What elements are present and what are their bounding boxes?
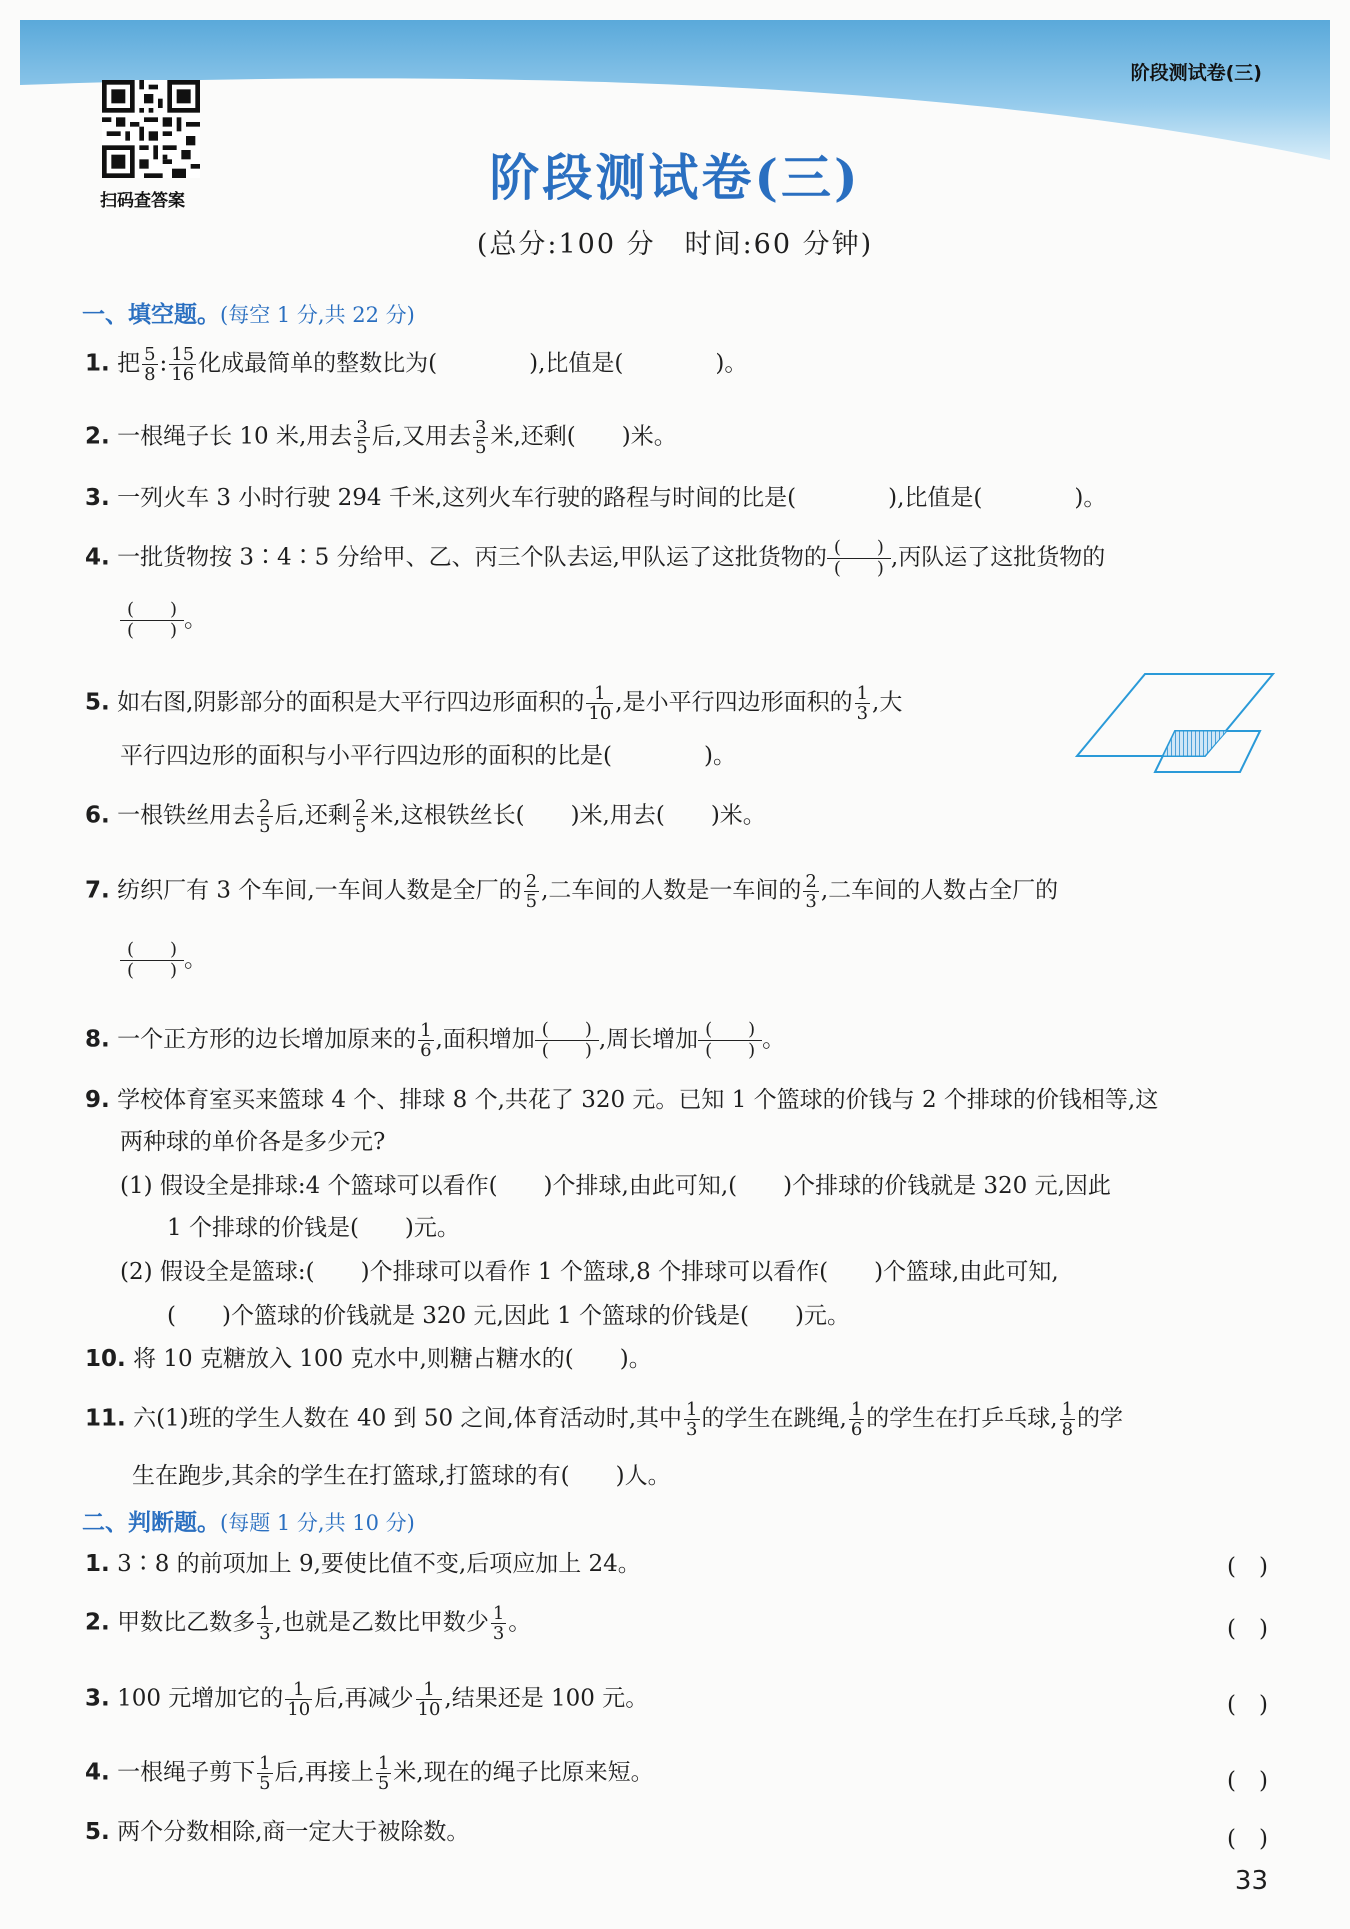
judgement-4 <box>85 1754 654 1793</box>
question-text: 后,再减少 <box>314 1685 414 1712</box>
numerator: 1 <box>686 1399 698 1420</box>
question-text: 的学生在跳绳, <box>701 1405 847 1432</box>
question-text: 100 元增加它的 <box>117 1685 284 1712</box>
numerator: 2 <box>259 796 271 817</box>
question-text: 后,再接上 <box>274 1759 374 1786</box>
numerator: 1 <box>259 1753 271 1774</box>
numerator-blank[interactable]: ( ) <box>535 1020 599 1041</box>
fraction <box>586 684 613 723</box>
question-6 <box>85 797 766 836</box>
question-text: 化成最简单的整数比为( ),比值是( )。 <box>198 350 748 377</box>
header-label: 阶段测试卷(三) <box>1130 62 1262 84</box>
numerator: 2 <box>354 796 367 817</box>
section-title-fill-in <box>82 296 415 329</box>
denominator: 8 <box>144 364 156 385</box>
question-text: ,二车间的人数占全厂的 <box>820 877 1059 904</box>
numerator: 1 <box>259 1603 271 1624</box>
denominator-blank[interactable]: ( ) <box>126 960 178 981</box>
question-text: ,丙队运了这批货物的 <box>890 544 1106 571</box>
question-3 <box>85 482 1106 514</box>
page-title: 阶段测试卷(三) <box>489 148 861 207</box>
denominator-blank[interactable]: ( ) <box>833 558 884 579</box>
question-11 <box>85 1400 1123 1439</box>
question-number: 7. <box>85 877 110 904</box>
section-title: 一、填空题。 <box>82 302 220 328</box>
numerator: 1 <box>850 1399 863 1420</box>
question-text: 后,还剩 <box>274 802 351 829</box>
fraction <box>354 418 369 457</box>
question-9-sub2-cont: ( )个篮球的价钱就是 320 元,因此 1 个篮球的价钱是( )元。 <box>167 1303 850 1329</box>
fraction-blank[interactable] <box>827 538 891 579</box>
question-text: ,也就是乙数比甲数少 <box>274 1609 489 1636</box>
numerator: 1 <box>285 1680 312 1700</box>
fraction <box>257 1754 272 1793</box>
question-text: 米,这根铁丝长( )米,用去( )米。 <box>370 802 766 829</box>
question-text: 后,又用去 <box>371 423 472 450</box>
denominator: 5 <box>259 816 271 837</box>
question-text: ,周长增加 <box>598 1026 699 1053</box>
question-4 <box>85 538 1105 579</box>
question-4-continued <box>120 600 207 641</box>
question-text: 。 <box>762 1026 786 1053</box>
question-text: 。 <box>184 606 207 633</box>
question-10 <box>85 1343 652 1375</box>
page-number: 33 <box>1234 1866 1268 1896</box>
numerator-blank[interactable]: ( ) <box>120 940 184 961</box>
numerator: 5 <box>144 344 156 365</box>
fraction <box>855 684 870 723</box>
numerator-blank[interactable]: ( ) <box>698 1020 762 1041</box>
numerator: 1 <box>856 683 869 704</box>
question-text: 将 10 克糖放入 100 克水中,则糖占糖水的( )。 <box>133 1346 652 1372</box>
judgement-3 <box>85 1680 648 1719</box>
denominator-blank[interactable]: ( ) <box>126 620 178 641</box>
question-number: 1. <box>85 350 110 377</box>
question-8 <box>85 1020 785 1061</box>
question-text: 一列火车 3 小时行驶 294 千米,这列火车行驶的路程与时间的比是( ),比值是( )。 <box>117 485 1107 511</box>
denominator: 3 <box>856 703 869 724</box>
question-text: 六(1)班的学生人数在 40 到 50 之间,体育活动时,其中 <box>133 1405 683 1432</box>
question-9-line2: 两种球的单价各是多少元? <box>120 1129 386 1155</box>
numerator: 1 <box>586 684 613 704</box>
fraction <box>684 1400 699 1439</box>
question-number: 5. <box>85 1819 110 1845</box>
qr-caption: 扫码查答案 <box>100 191 185 211</box>
question-number: 2. <box>85 1609 110 1636</box>
question-text: 的学 <box>1077 1405 1124 1432</box>
denominator: 3 <box>805 891 817 912</box>
question-text: 两个分数相除,商一定大于被除数。 <box>117 1819 470 1845</box>
answer-box[interactable]: ( ) <box>1227 1768 1268 1794</box>
question-9 <box>85 1084 1158 1116</box>
denominator: 3 <box>686 1419 698 1440</box>
parallelogram-diagram <box>1075 668 1275 783</box>
question-text: 米,现在的绳子比原来短。 <box>393 1759 654 1786</box>
fraction <box>491 1604 506 1643</box>
question-text: 把 <box>117 350 141 377</box>
question-text: 3∶8 的前项加上 9,要使比值不变,后项应加上 24。 <box>117 1551 641 1577</box>
question-7 <box>85 872 1058 911</box>
question-text: ,面积增加 <box>435 1026 535 1053</box>
numerator-blank[interactable]: ( ) <box>827 538 891 559</box>
answer-box[interactable]: ( ) <box>1227 1616 1268 1642</box>
question-number: 4. <box>85 1759 110 1786</box>
denominator: 3 <box>492 1623 505 1644</box>
fraction <box>169 345 196 384</box>
denominator: 5 <box>259 1773 271 1794</box>
question-7-continued <box>120 940 207 981</box>
fraction <box>376 1754 391 1793</box>
question-number: 9. <box>85 1087 110 1113</box>
numerator: 1 <box>416 1680 443 1700</box>
fraction-blank[interactable] <box>698 1020 762 1061</box>
question-text: ,是小平行四边形面积的 <box>615 689 853 716</box>
fraction-blank[interactable] <box>120 940 184 981</box>
question-number: 2. <box>85 423 110 450</box>
numerator: 2 <box>805 871 817 892</box>
question-text: 学校体育室买来篮球 4 个、排球 8 个,共花了 320 元。已知 1 个篮球的价钱与 2 个排球的价钱相等,这 <box>117 1087 1159 1113</box>
denominator: 5 <box>525 891 538 912</box>
question-text: 一批货物按 3∶4∶5 分给甲、乙、丙三个队去运,甲队运了这批货物的 <box>117 544 827 571</box>
question-9-sub1: (1) 假设全是排球:4 个篮球可以看作( )个排球,由此可知,( )个排球的价钱就是 320 元,因此 <box>120 1173 1111 1199</box>
fraction <box>416 1680 443 1719</box>
question-text: 一根绳子长 10 米,用去 <box>117 423 353 450</box>
numerator: 1 <box>377 1753 390 1774</box>
section-title: 二、判断题。 <box>82 1510 220 1536</box>
numerator: 15 <box>171 344 195 365</box>
question-text: 一根铁丝用去 <box>117 802 256 829</box>
fraction-blank[interactable] <box>120 600 184 641</box>
question-number: 1. <box>85 1551 110 1577</box>
fraction <box>418 1021 433 1060</box>
question-9-sub2: (2) 假设全是篮球:( )个排球可以看作 1 个篮球,8 个排球可以看作( )个篮球,由此可知, <box>120 1259 1059 1285</box>
question-number: 8. <box>85 1026 110 1053</box>
fraction <box>257 797 272 836</box>
fraction <box>849 1400 864 1439</box>
question-text: 一个正方形的边长增加原来的 <box>117 1026 417 1053</box>
denominator: 5 <box>354 816 367 837</box>
section-note: (每题 1 分,共 10 分) <box>220 1511 415 1535</box>
fraction <box>142 345 157 384</box>
numerator: 3 <box>475 417 487 438</box>
numerator-blank[interactable]: ( ) <box>120 600 184 621</box>
answer-box[interactable]: ( ) <box>1227 1554 1268 1580</box>
fraction <box>803 872 818 911</box>
fraction <box>524 872 539 911</box>
denominator-blank[interactable]: ( ) <box>705 1040 756 1061</box>
answer-box[interactable]: ( ) <box>1227 1692 1268 1718</box>
fraction <box>353 797 368 836</box>
section-note: (每空 1 分,共 22 分) <box>220 303 415 327</box>
colon: : <box>159 350 168 377</box>
denominator: 5 <box>475 437 487 458</box>
numerator: 2 <box>525 871 538 892</box>
judgement-5 <box>85 1816 469 1848</box>
denominator-blank[interactable]: ( ) <box>541 1040 592 1061</box>
question-text: 纺织厂有 3 个车间,一车间人数是全厂的 <box>117 877 522 904</box>
numerator: 1 <box>492 1603 505 1624</box>
denominator: 8 <box>1061 1419 1074 1440</box>
question-number: 3. <box>85 1685 110 1712</box>
denominator: 5 <box>356 437 368 458</box>
question-number: 10. <box>85 1346 126 1372</box>
page-subtitle: (总分:100 分 时间:60 分钟) <box>476 229 874 260</box>
question-number: 5. <box>85 689 110 716</box>
question-5 <box>85 684 902 723</box>
numerator: 3 <box>356 417 368 438</box>
fraction <box>257 1604 272 1643</box>
question-text: 一根绳子剪下 <box>117 1759 256 1786</box>
question-number: 6. <box>85 802 110 829</box>
fraction <box>1060 1400 1075 1439</box>
question-number: 4. <box>85 544 110 571</box>
question-5-continued: 平行四边形的面积与小平行四边形的面积的比是( )。 <box>120 743 736 769</box>
judgement-2 <box>85 1604 531 1643</box>
question-2 <box>85 418 677 457</box>
section-title-true-false <box>82 1504 415 1537</box>
denominator: 16 <box>171 364 195 385</box>
judgement-1 <box>85 1548 641 1580</box>
denominator: 5 <box>377 1773 390 1794</box>
question-text: ,结果还是 100 元。 <box>444 1685 649 1712</box>
question-text: ,二车间的人数是一车间的 <box>541 877 802 904</box>
question-text: 如右图,阴影部分的面积是大平行四边形面积的 <box>117 689 585 716</box>
fraction <box>285 1680 312 1719</box>
question-text: ,大 <box>872 689 903 716</box>
denominator: 10 <box>417 1699 441 1720</box>
denominator: 6 <box>850 1419 863 1440</box>
fraction <box>473 418 488 457</box>
question-text: 甲数比乙数多 <box>117 1609 256 1636</box>
denominator: 10 <box>588 703 612 724</box>
answer-box[interactable]: ( ) <box>1227 1826 1268 1852</box>
question-text: 的学生在打乒乓球, <box>866 1405 1058 1432</box>
question-11-continued: 生在跑步,其余的学生在打篮球,打篮球的有( )人。 <box>132 1463 671 1489</box>
question-text: 。 <box>508 1609 532 1636</box>
question-text: 米,还剩( )米。 <box>490 423 677 450</box>
numerator: 1 <box>420 1020 432 1041</box>
denominator: 6 <box>420 1040 432 1061</box>
question-9-sub1-cont: 1 个排球的价钱是( )元。 <box>167 1215 460 1241</box>
denominator: 3 <box>259 1623 271 1644</box>
fraction-blank[interactable] <box>535 1020 599 1061</box>
denominator: 10 <box>287 1699 311 1720</box>
question-number: 11. <box>85 1405 126 1432</box>
question-text: 。 <box>184 946 207 973</box>
numerator: 1 <box>1061 1399 1074 1420</box>
question-number: 3. <box>85 485 110 511</box>
question-1 <box>85 345 747 384</box>
